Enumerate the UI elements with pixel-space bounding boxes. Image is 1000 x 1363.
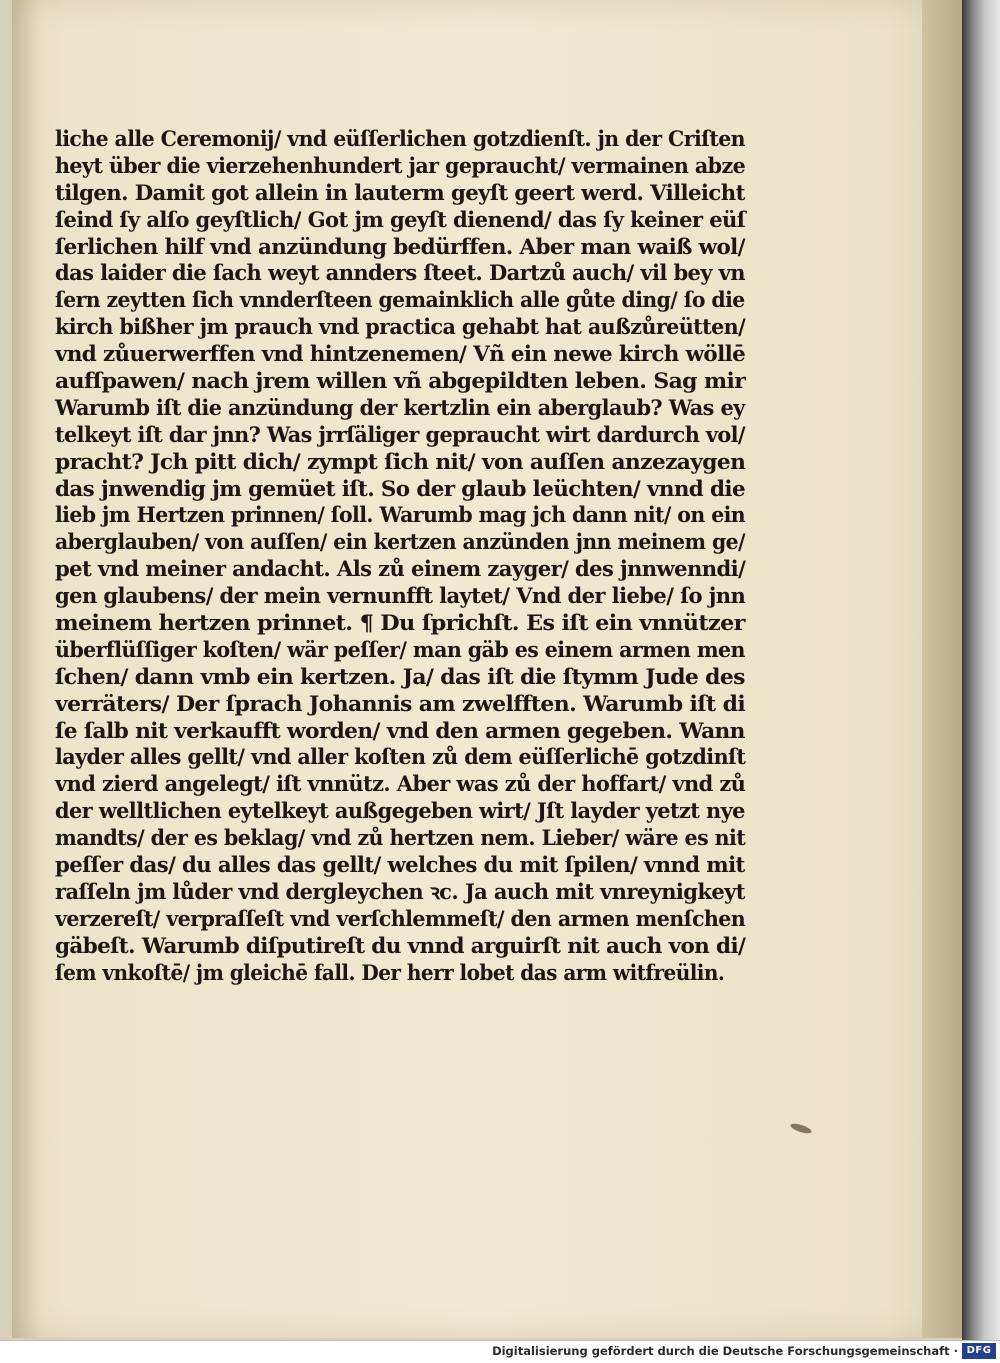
text-line: lieb jm Hertzen prinnen/ ſoll. Warumb mag jch dann nit/ on ein bbox=[55, 502, 746, 528]
text-line: ſe ſalb nit verkaufft worden/ vnd den armen gegeben. Wann bbox=[55, 717, 745, 743]
text-line: vnd zůuerwerffen vnd hintzenemen/ Vñ ein newe kirch wöllē bbox=[55, 341, 746, 367]
dfg-logo: DFG bbox=[962, 1343, 996, 1359]
text-line: ſeind ſy alſo geyſtlich/ Got jm geyſt dienend/ das ſy keiner eüſ bbox=[55, 206, 746, 232]
text-line: ſerlichen hilf vnd anzündung bedürffen. Aber man waiß wol/ bbox=[55, 233, 745, 259]
text-line: raſſeln jm lůder vnd dergleychen ꝛc. Ja auch mit vnreynigkeyt bbox=[55, 878, 745, 904]
text-line: ſern zeytten ſich vnnderſteen gemainklich alle gůte ding/ ſo die bbox=[55, 287, 745, 313]
text-line: Warumb iſt die anzündung der kertzlin ein aberglaub? Was ey bbox=[55, 394, 745, 420]
text-line: meinem hertzen prinnet. ¶ Du ſprichſt. Es iſt ein vnnützer bbox=[55, 610, 745, 636]
text-line: verräters/ Der ſprach Johannis am zwelfften. Warumb iſt di bbox=[55, 690, 746, 716]
text-line: tilgen. Damit got allein in lauterm geyſt geert werd. Villeicht bbox=[55, 179, 745, 205]
text-line: vnd zierd angelegt/ iſt vnnütz. Aber was zů der hoffart/ vnd zů bbox=[55, 771, 746, 797]
digitization-credit: Digitalisierung gefördert durch die Deutsche Forschungsgemeinschaft · bbox=[492, 1344, 958, 1358]
text-line: das laider die ſach weyt annders ſteet. Dartzů auch/ vil bey vn bbox=[55, 260, 745, 286]
page-fore-edge bbox=[922, 0, 962, 1338]
text-line: pracht? Jch pitt dich/ zympt ſich nit/ von auſſen anzezaygen bbox=[55, 448, 746, 474]
text-line: ſem vnkoſtē/ jm gleichē fall. Der herr lobet das arm witfreülin. bbox=[55, 959, 725, 985]
blackletter-text-block bbox=[55, 126, 745, 987]
text-line: gen glaubens/ der mein vernunfft laytet/ Vnd der liebe/ ſo jnn bbox=[55, 583, 746, 609]
text-line: überflüſſiger koſten/ wär peſſer/ man gäb es einem armen men bbox=[55, 636, 745, 662]
text-line: aufſpawen/ nach jrem willen vñ abgepildten leben. Sag mir bbox=[55, 368, 746, 394]
text-line: mandts/ der es beklag/ vnd zů hertzen nem. Lieber/ wäre es nit bbox=[55, 825, 746, 851]
text-line: layder alles gellt/ vnd aller koſten zů dem eüſſerlichē gotzdinſt bbox=[55, 744, 746, 770]
text-line: peſſer das/ du alles das gellt/ welches du mit ſpilen/ vnnd mit bbox=[55, 852, 745, 878]
scanner-edge bbox=[962, 0, 1000, 1340]
text-line: kirch bißher jm prauch vnd practica gehabt hat außzůreütten/ bbox=[55, 314, 746, 340]
spine-shadow bbox=[12, 0, 42, 1338]
text-line: telkeyt iſt dar jnn? Was jrrſäliger gepraucht wirt dardurch vol/ bbox=[55, 421, 745, 447]
text-line: gäbeſt. Warumb diſputireſt du vnnd arguirſt nit auch von di/ bbox=[55, 932, 746, 958]
text-line: pet vnd meiner andacht. Als zů einem zayger/ des jnnwenndi/ bbox=[55, 556, 746, 582]
text-line: aberglauben/ von auſſen/ ein kertzen anzünden jnn meinem ge/ bbox=[55, 529, 745, 555]
text-line: der welltlichen eytelkeyt außgegeben wirt/ Jſt layder yetzt nye bbox=[55, 798, 745, 824]
text-line: verzereſt/ verpraſſeſt vnd verſchlemmeſt/ den armen menſchen bbox=[55, 905, 746, 931]
text-line: ſchen/ dann vmb ein kertzen. Ja/ das iſt die ſtymm Jude des bbox=[55, 663, 745, 689]
text-line: liche alle Ceremonij/ vnd eüſſerlichen gotzdienſt. jn der Criſten bbox=[55, 126, 745, 151]
text-line: heyt über die vierzehenhundert jar gepraucht/ vermainen abze bbox=[55, 152, 746, 178]
text-line: das jnwendig jm gemüet iſt. So der glaub leüchten/ vnnd die bbox=[55, 475, 745, 501]
